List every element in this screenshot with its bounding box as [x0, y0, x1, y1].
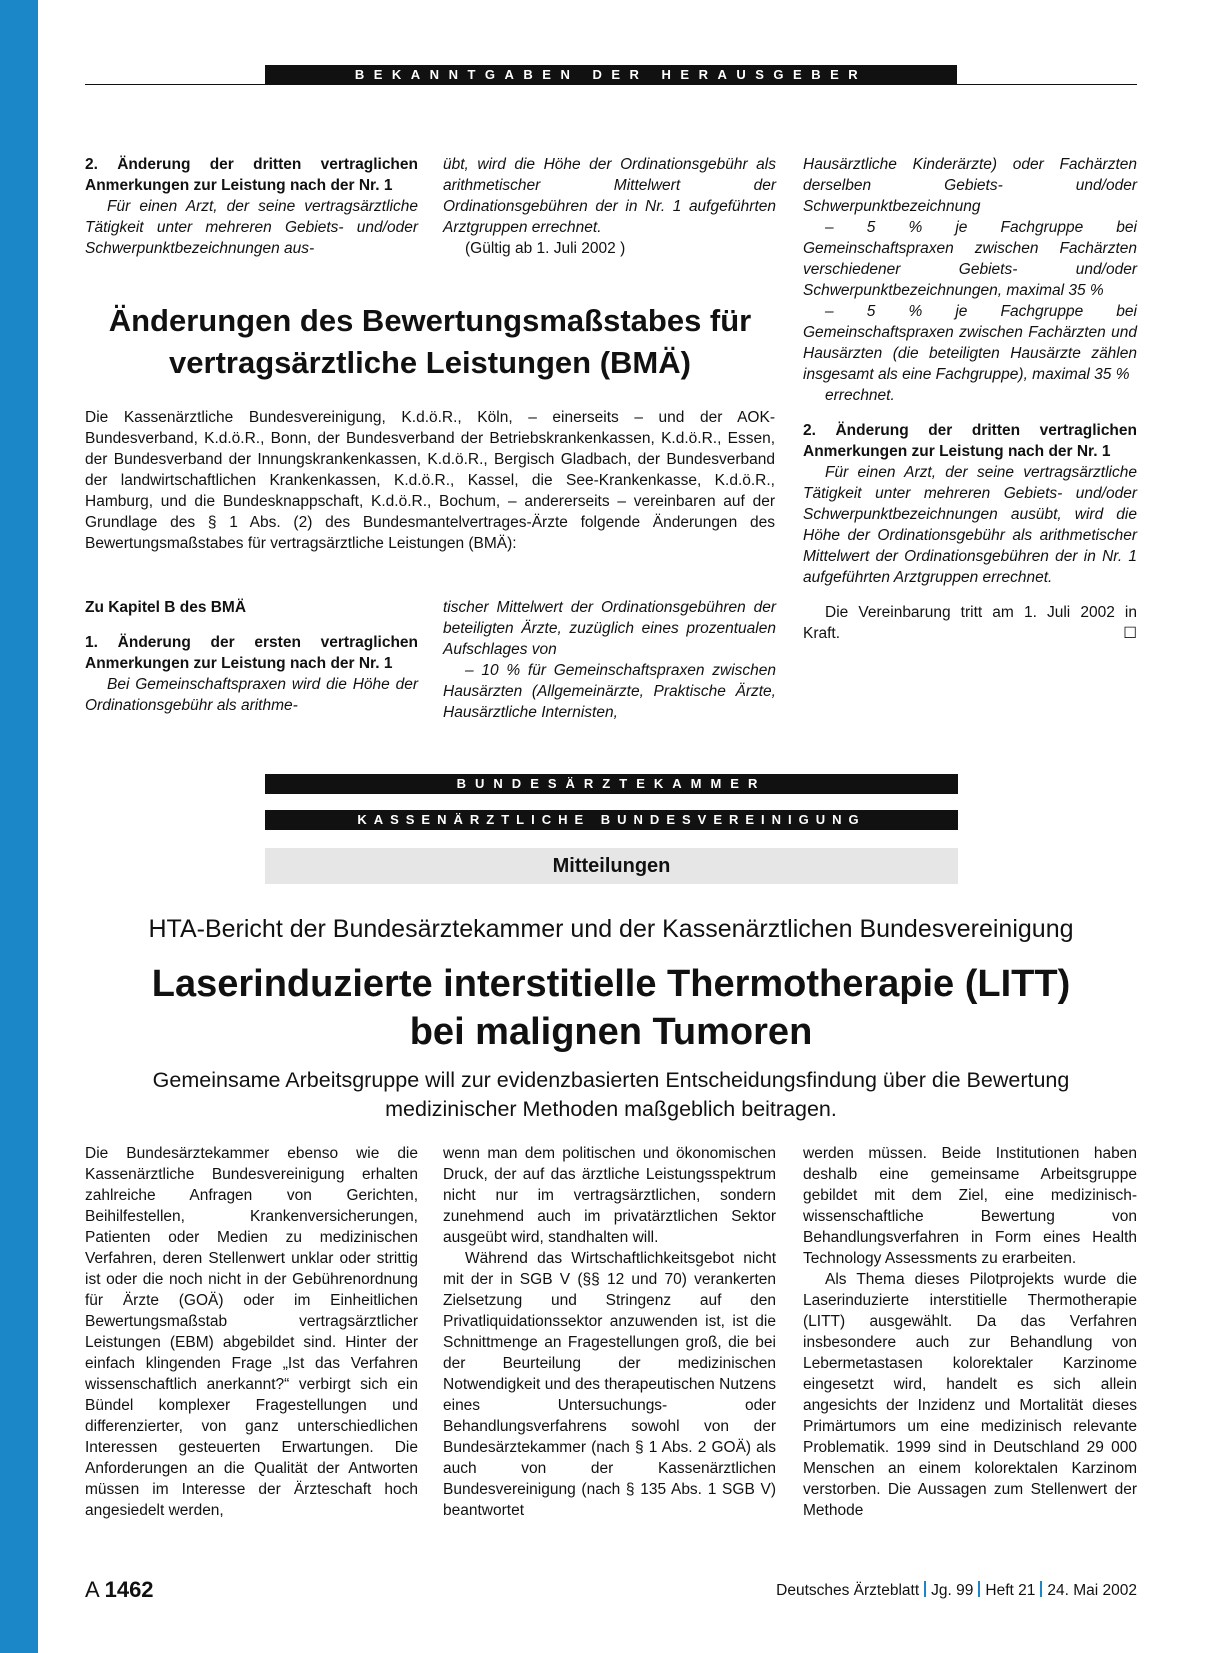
chapter-heading: Zu Kapitel B des BMÄ	[85, 599, 247, 616]
journal-name: Deutsches Ärzteblatt	[776, 1582, 920, 1599]
right-column	[803, 154, 1137, 644]
right-item1: – 5 % je Fachgruppe bei Gemeinschaftspraxen zwischen Fachärzten verschiedener Gebiets- und/oder Schwerpunktbezeichnungen, maximal 35 %	[803, 219, 1137, 299]
top-left-column	[85, 154, 418, 259]
hta-lead	[85, 1066, 1137, 1124]
journal-date: 24. Mai 2002	[1047, 1582, 1137, 1599]
closing-note	[803, 602, 1137, 644]
bma-title	[85, 300, 775, 384]
journal-volume: Jg. 99	[931, 1582, 974, 1599]
bma-title-line1: Änderungen des Bewertungsmaßstabes für	[108, 303, 752, 338]
amendment1-text: Bei Gemeinschaftspraxen wird die Höhe der Ordinationsgebühr als arithme-	[85, 676, 418, 714]
header-rule	[85, 84, 1137, 85]
journal-issue: Heft 21	[985, 1582, 1036, 1599]
end-mark-icon: ☐	[1123, 625, 1137, 642]
hta-col1-text: Die Bundesärztekammer ebenso wie die Kassenärztliche Bundesvereinigung erhalten zahlreiche Anfragen von Gerichten, Beihilfestellen, Krankenversicherungen, Patienten oder Medien zu medizinischen Verfahren, deren Stellenwert unklar oder strittig ist oder die noch nicht in der Gebührenordnung für Ärzte (GOÄ) oder im Einheitlichen Bewertungsmaßstab vertragsärztlicher Leistungen (EBM) abgebildet sind. Hinter der einfach klingenden Frage „Ist das Verfahren wissenschaftlich anerkannt?“ verbirgt sich ein Bündel komplexer Fragestellungen und differenzierter, von ganz unterschiedlichen Interessen gesteuerten Erwartungen. Die Anforderungen an die Qualität der Antworten müssen im Interesse der Ärzteschaft hoch angesiedelt werden,	[85, 1145, 418, 1519]
section-header: BEKANNTGABEN DER HERAUSGEBER	[265, 65, 957, 85]
right-calc: errechnet.	[825, 387, 895, 404]
hta-lead-line1: Gemeinsame Arbeitsgruppe will zur evidenzbasierten Entscheidungsfindung über die Bewertung	[152, 1068, 1070, 1092]
bar-kbv: KASSENÄRZTLICHE BUNDESVEREINIGUNG	[265, 810, 958, 830]
bar-baek: BUNDESÄRZTEKAMMER	[265, 774, 958, 794]
amendment1-item: – 10 % für Gemeinschaftspraxen zwischen Hausärzten (Allgemeinärzte, Praktische Ärzte, Hausärztliche Internisten,	[443, 662, 776, 721]
top-left-text: Für einen Arzt, der seine vertragsärztliche Tätigkeit unter mehreren Gebiets- und/oder Schwerpunktbezeichnungen aus-	[85, 198, 418, 257]
amendment1-continued: tischer Mittelwert der Ordinationsgebühren der beteiligten Ärzte, zuzüglich eines prozentualen Aufschlages von	[443, 599, 776, 658]
page-prefix: A	[85, 1577, 99, 1602]
hta-title	[85, 960, 1137, 1056]
hta-col2-p2: Während das Wirtschaftlichkeitsgebot nicht mit der in SGB V (§§ 12 und 70) verankerten Zielsetzung und Stringenz auf den Privatliquidationssektor anzuwenden ist, ist die Schnittmenge an Fragestellungen groß, die bei der Beurteilung der medizinischen Notwendigkeit und des therapeutischen Nutzens eines Untersuchungs- oder Behandlungsverfahrens sowohl von der Bundesärztekammer (nach § 1 Abs. 2 GOÄ) als auch von der Kassenärztlichen Bundesvereinigung (nach § 135 Abs. 1 SGB V) beantwortet	[443, 1250, 776, 1519]
hta-lead-line2: medizinischer Methoden maßgeblich beitragen.	[385, 1097, 837, 1121]
right-heading: 2. Änderung der dritten vertraglichen Anmerkungen zur Leistung nach der Nr. 1	[803, 422, 1137, 460]
bma-title-line2: vertragsärztliche Leistungen (BMÄ)	[169, 345, 691, 380]
page-number-value: 1462	[104, 1577, 154, 1602]
hta-column-1	[85, 1143, 418, 1521]
hta-col3-p1: werden müssen. Beide Institutionen haben deshalb eine gemeinsame Arbeitsgruppe gebildet mit dem Ziel, eine medizinisch-wissenschaftliche Bewertung von Behandlungsverfahren in Form eines Health Technology Assessments zu erarbeiten.	[803, 1145, 1137, 1267]
bma-intro	[85, 407, 775, 554]
top-left-heading: 2. Änderung der dritten vertraglichen Anmerkungen zur Leistung nach der Nr. 1	[85, 156, 418, 194]
amendment1-heading: 1. Änderung der ersten vertraglichen Anmerkungen zur Leistung nach der Nr. 1	[85, 634, 418, 672]
top-middle-column	[443, 154, 776, 259]
closing-text: Die Vereinbarung tritt am 1. Juli 2002 in Kraft.	[803, 604, 1137, 642]
side-color-bar	[0, 0, 38, 1653]
hta-col3-p2: Als Thema dieses Pilotprojekts wurde die Laserinduzierte interstitielle Thermotherapie (LITT) ausgewählt. Da das Verfahren insbesondere auch zur Behandlung von Lebermetastasen kolorektaler Karzinome eingesetzt wird, handelt es sich allein angesichts der Inzidenz und Mortalität dieses Primärtumors um eine medizinisch relevante Problematik. 1999 sind in Deutschland 29 000 Menschen an einem kolorektalen Karzinom verstorben. Die Aussagen zum Stellenwert der Methode	[803, 1271, 1137, 1519]
hta-title-line2: bei malignen Tumoren	[409, 1011, 813, 1053]
right-text1: Hausärztliche Kinderärzte) oder Fachärzten derselben Gebiets- und/oder Schwerpunktbezeichnung	[803, 156, 1137, 215]
page-number	[85, 1577, 154, 1603]
hta-column-3	[803, 1143, 1137, 1521]
journal-info	[776, 1580, 1137, 1602]
right-item2: – 5 % je Fachgruppe bei Gemeinschaftspraxen zwischen Fachärzten und Hausärzten (die beteiligten Hausärzte zählen insgesamt als eine Fachgruppe), maximal 35 %	[803, 303, 1137, 383]
right-text2: Für einen Arzt, der seine vertragsärztliche Tätigkeit unter mehreren Gebiets- und/oder Schwerpunktbezeichnungen ausübt, wird die Höhe der Ordinationsgebühr als arithmetischer Mittelwert der Ordinationsgebühren der in Nr. 1 aufgeführten Arztgruppen errechnet.	[803, 464, 1137, 586]
bma-middle-column	[443, 597, 776, 723]
hta-title-line1: Laserinduzierte interstitielle Thermotherapie (LITT)	[151, 963, 1071, 1005]
hta-col2-p1: wenn man dem politischen und ökonomischen Druck, der auf das ärztliche Leistungsspektrum nicht nur im vertragsärztlichen, sondern zunehmend auch im privatärztlichen Sektor ausgeübt wird, standhalten will.	[443, 1145, 776, 1246]
mitteilungen-bar: Mitteilungen	[265, 848, 958, 884]
hta-column-2	[443, 1143, 776, 1521]
top-middle-text: übt, wird die Höhe der Ordinationsgebühr als arithmetischer Mittelwert der Ordinationsgebühren der in Nr. 1 aufgeführten Arztgruppen errechnet.	[443, 156, 776, 236]
bma-left-column	[85, 597, 418, 716]
bma-intro-text: Die Kassenärztliche Bundesvereinigung, K.d.ö.R., Köln, – einerseits – und der AOK-Bundesverband, K.d.ö.R., Bonn, der Bundesverband der Betriebskrankenkassen, K.d.ö.R., Essen, der Bundesverband der Innungskrankenkassen, K.d.ö.R., Bergisch Gladbach, der Bundesverband der landwirtschaftlichen Krankenkassen, K.d.ö.R., Kassel, die See-Krankenkasse, K.d.ö.R., Hamburg, und die Bundesknappschaft, K.d.ö.R., Bochum, – andererseits – vereinbaren auf der Grundlage des § 1 Abs. (2) des Bundesmantelvertrages-Ärzte folgende Änderungen des Bewertungsmaßstabes für vertragsärztliche Leistungen (BMÄ):	[85, 409, 775, 552]
validity-note: (Gültig ab 1. Juli 2002 )	[465, 240, 626, 257]
hta-subtitle: HTA-Bericht der Bundesärztekammer und der Kassenärztlichen Bundesvereinigung	[148, 915, 1074, 943]
